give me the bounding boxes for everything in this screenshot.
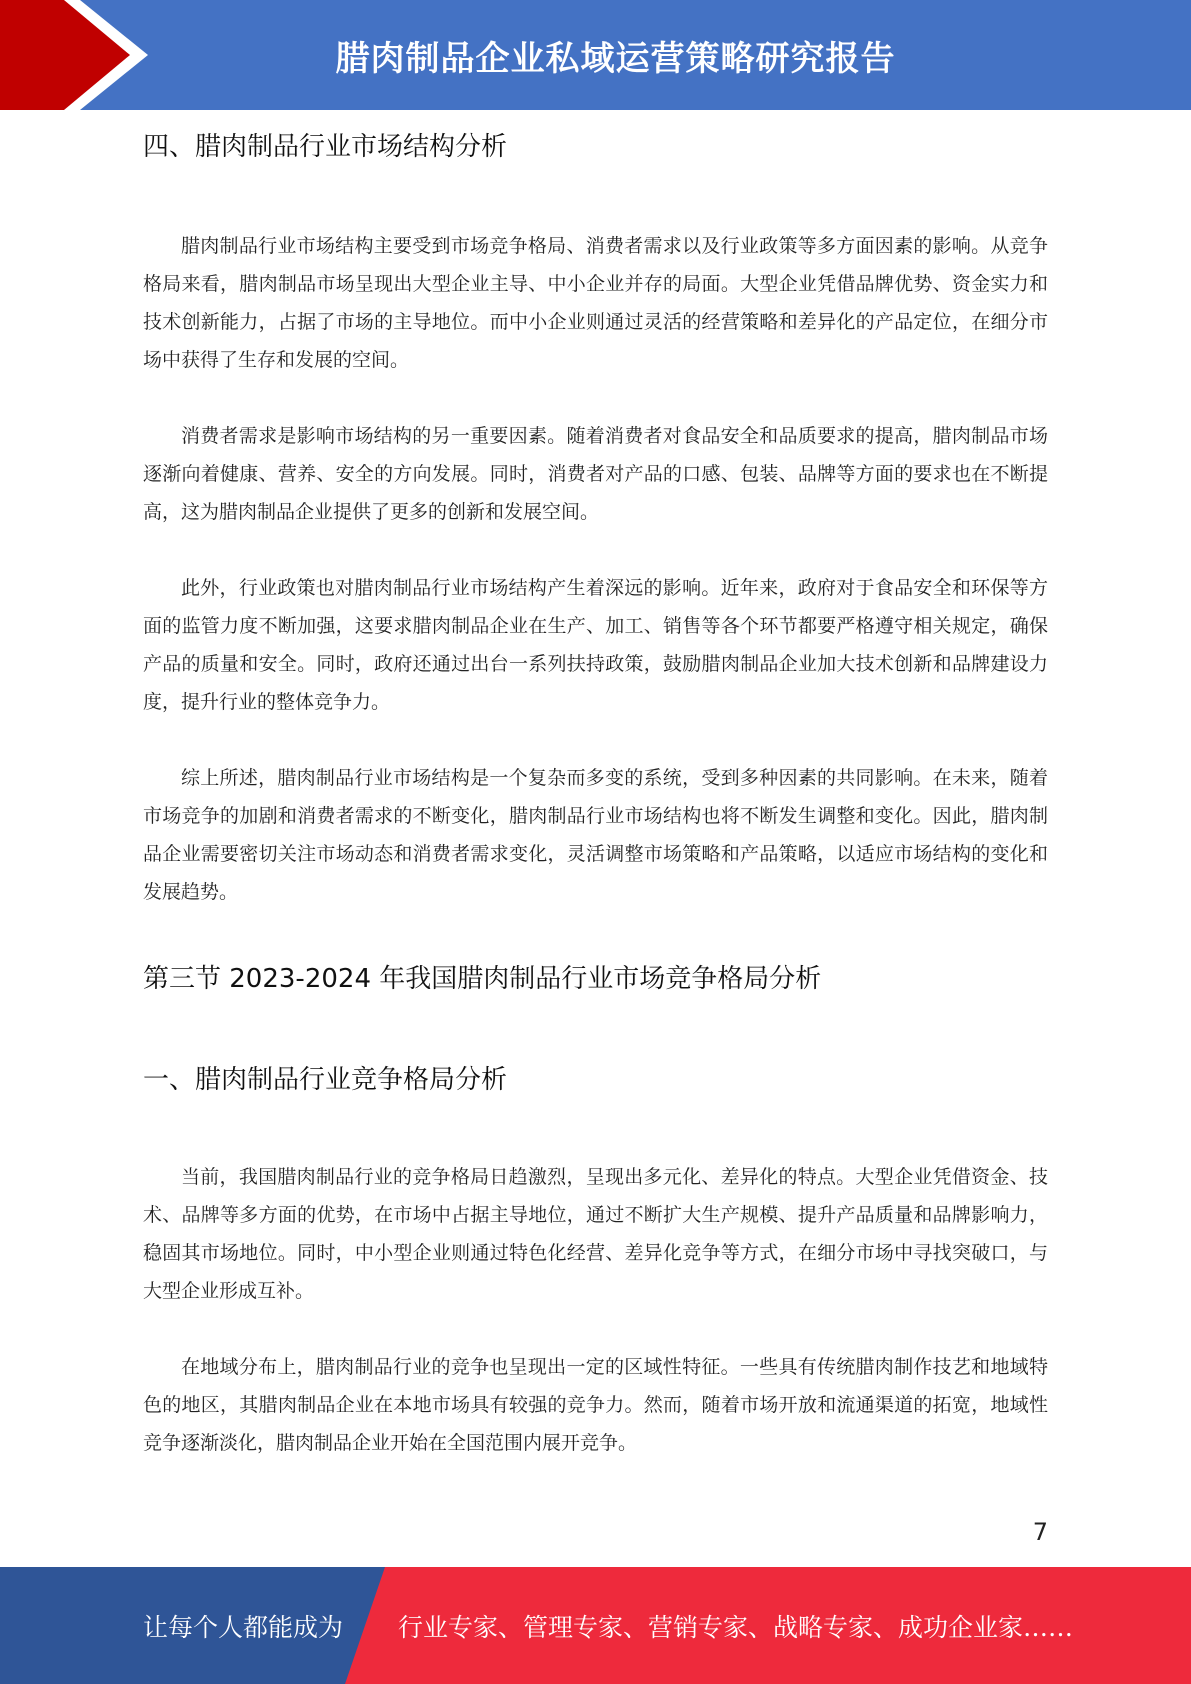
- paragraph: 在地域分布上，腊肉制品行业的竞争也呈现出一定的区域性特征。一些具有传统腊肉制作技艺和地域特色的地区，其腊肉制品企业在本地市场具有较强的竞争力。然而，随着市场开放和流通渠道的拓宽，地域性竞争逐渐淡化，腊肉制品企业开始在全国范围内展开竞争。: [143, 1356, 1048, 1455]
- paragraph: 当前，我国腊肉制品行业的竞争格局日趋激烈，呈现出多元化、差异化的特点。大型企业凭借资金、技术、品牌等多方面的优势，在市场中占据主导地位，通过不断扩大生产规模、提升产品质量和品牌影响力，稳固其市场地位。同时，中小型企业则通过特色化经营、差异化竞争等方式，在细分市场中寻找突破口，与大型企业形成互补。: [143, 1166, 1048, 1303]
- paragraph: 腊肉制品行业市场结构主要受到市场竞争格局、消费者需求以及行业政策等多方面因素的影响。从竞争格局来看，腊肉制品市场呈现出大型企业主导、中小企业并存的局面。大型企业凭借品牌优势、资金实力和技术创新能力，占据了市场的主导地位。而中小企业则通过灵活的经营策略和差异化的产品定位，在细分市场中获得了生存和发展的空间。: [143, 235, 1048, 372]
- section-heading-market-structure: 四、腊肉制品行业市场结构分析: [143, 132, 508, 162]
- page-content: [143, 115, 1048, 1462]
- section-heading-competition: 一、腊肉制品行业竞争格局分析: [143, 1064, 508, 1095]
- footer-slogan-left: 让每个人都能成为: [143, 1612, 344, 1642]
- paragraph: 消费者需求是影响市场结构的另一重要因素。随着消费者对食品安全和品质要求的提高，腊肉制品市场逐渐向着健康、营养、安全的方向发展。同时，消费者对产品的口感、包装、品牌等方面的要求也在不断提高，这为腊肉制品企业提供了更多的创新和发展空间。: [143, 425, 1048, 524]
- page-number: 7: [1032, 1518, 1048, 1546]
- footer-slogan-right: 行业专家、管理专家、营销专家、战略专家、成功企业家……: [398, 1612, 1074, 1642]
- paragraph: 综上所述，腊肉制品行业市场结构是一个复杂而多变的系统，受到多种因素的共同影响。在未来，随着市场竞争的加剧和消费者需求的不断变化，腊肉制品行业市场结构也将不断发生调整和变化。因此，腊肉制品企业需要密切关注市场动态和消费者需求变化，灵活调整市场策略和产品策略，以适应市场结构的变化和发展趋势。: [143, 767, 1048, 904]
- page-footer: [0, 1567, 1191, 1684]
- page-header: [0, 0, 1191, 110]
- header-chevron-decoration: [0, 0, 160, 110]
- section-heading-chapter-3: 第三节 2023-2024 年我国腊肉制品行业市场竞争格局分析: [143, 964, 822, 995]
- paragraph: 此外，行业政策也对腊肉制品行业市场结构产生着深远的影响。近年来，政府对于食品安全和环保等方面的监管力度不断加强，这要求腊肉制品企业在生产、加工、销售等各个环节都要严格遵守相关规定，确保产品的质量和安全。同时，政府还通过出台一系列扶持政策，鼓励腊肉制品企业加大技术创新和品牌建设力度，提升行业的整体竞争力。: [143, 577, 1048, 714]
- report-title: 腊肉制品企业私域运营策略研究报告: [335, 38, 896, 79]
